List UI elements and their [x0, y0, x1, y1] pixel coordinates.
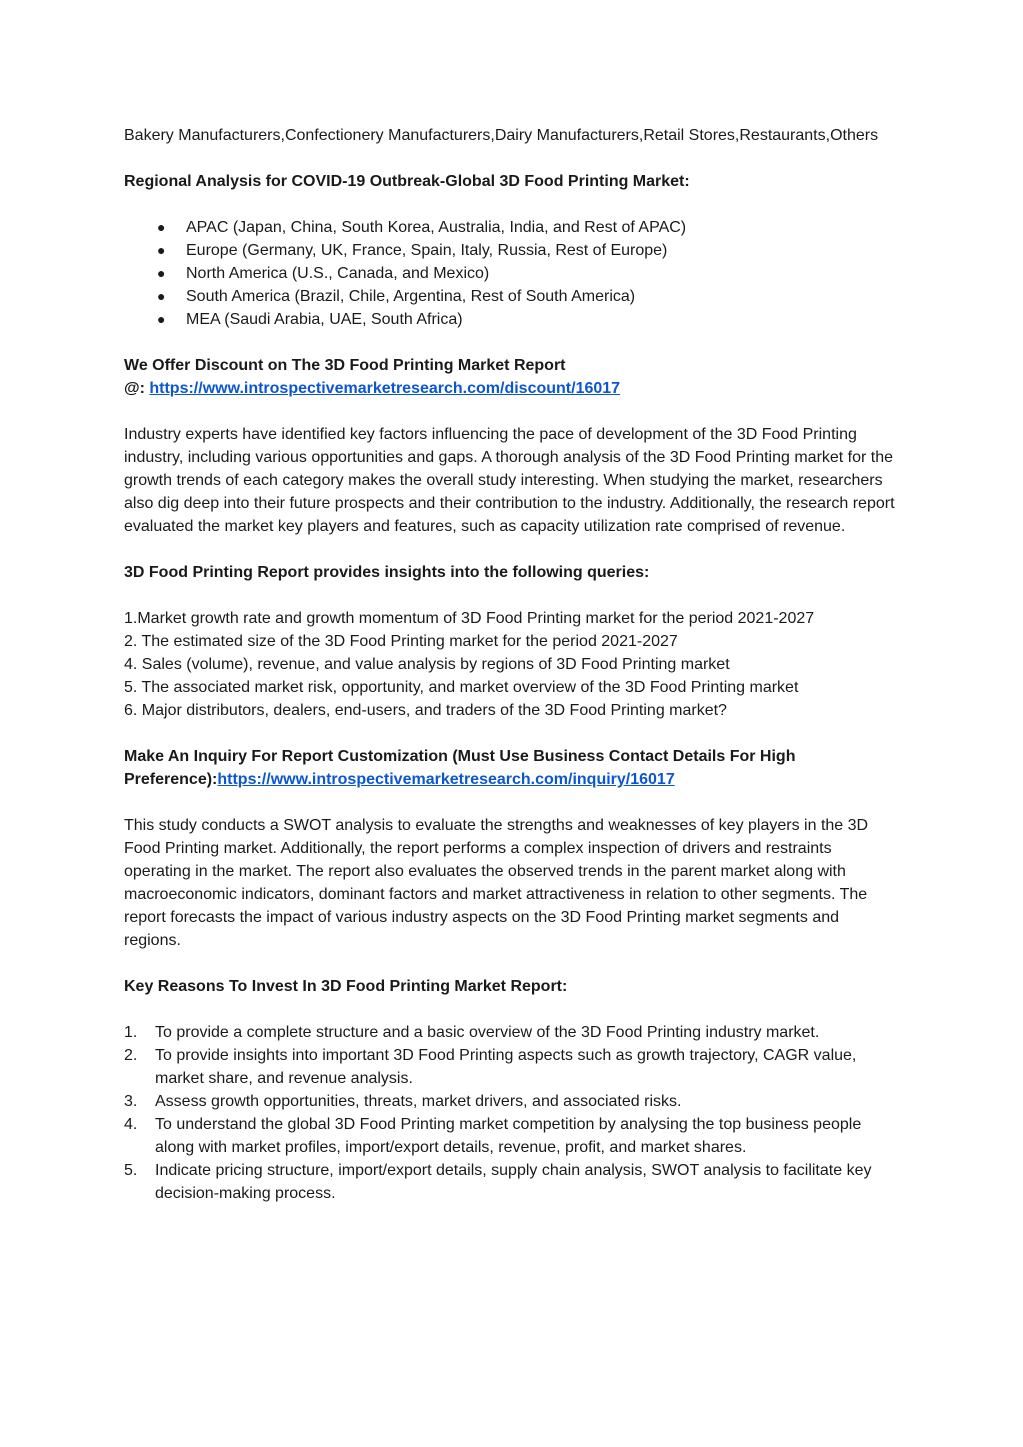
bullet-icon: ●: [157, 265, 166, 281]
list-item: [124, 262, 899, 285]
bullet-icon: ●: [157, 219, 166, 235]
list-item: [124, 285, 899, 308]
list-item: [124, 1159, 899, 1205]
query-item: 1.Market growth rate and growth momentum of 3D Food Printing market for the period 2021-2027: [124, 610, 815, 627]
list-item-text: Assess growth opportunities, threats, market drivers, and associated risks.: [155, 1093, 682, 1110]
query-item: 2. The estimated size of the 3D Food Printing market for the period 2021-2027: [124, 633, 678, 650]
regional-list: [124, 216, 899, 331]
paragraph-key-factors: Industry experts have identified key factors influencing the pace of development of the 3D Food Printing industry, including various opportunities and gaps. A thorough analysis of the 3D Food Printing market for the growth trends of each category makes the overall study interesting. When studying the market, researchers also dig deep into their future prospects and their contribution to the industry. Additionally, the research report evaluated the market key players and features, such as capacity utilization rate comprised of revenue.: [124, 426, 895, 535]
list-item: [124, 216, 899, 239]
query-item: 5. The associated market risk, opportunity, and market overview of the 3D Food Printing market: [124, 679, 799, 696]
discount-prefix: @:: [124, 380, 150, 397]
discount-link-line: [124, 377, 899, 400]
paragraph-swot: This study conducts a SWOT analysis to evaluate the strengths and weaknesses of key players in the 3D Food Printing market. Additionally, the report performs a complex inspection of drivers and restraints operating in the market. The report also evaluates the observed trends in the parent market along with macroeconomic indicators, dominant factors and market attractiveness in relation to other segments. The report forecasts the impact of various industry aspects on the 3D Food Printing market segments and regions.: [124, 817, 869, 949]
list-item-number: 2.: [124, 1047, 138, 1064]
document-page: [124, 124, 899, 1205]
list-item-number: 4.: [124, 1116, 138, 1133]
list-item-text: To provide insights into important 3D Food Printing aspects such as growth trajectory, CAGR value, market share, and revenue analysis.: [155, 1047, 857, 1087]
list-item-text: Indicate pricing structure, import/export details, supply chain analysis, SWOT analysis to facilitate key decision-making process.: [155, 1162, 872, 1202]
list-item-number: 5.: [124, 1162, 138, 1179]
list-item-text: To provide a complete structure and a basic overview of the 3D Food Printing industry market.: [155, 1024, 820, 1041]
discount-heading: We Offer Discount on The 3D Food Printing Market Report: [124, 357, 566, 374]
list-item-number: 3.: [124, 1093, 138, 1110]
regional-heading: Regional Analysis for COVID-19 Outbreak-Global 3D Food Printing Market:: [124, 173, 690, 190]
list-item: [124, 1090, 899, 1113]
query-item: 4. Sales (volume), revenue, and value analysis by regions of 3D Food Printing market: [124, 656, 730, 673]
intro-segments: Bakery Manufacturers,Confectionery Manufacturers,Dairy Manufacturers,Retail Stores,Restaurants,Others: [124, 127, 879, 144]
inquiry-link[interactable]: https://www.introspectivemarketresearch.com/inquiry/16017: [217, 771, 675, 788]
list-item-text: Europe (Germany, UK, France, Spain, Italy, Russia, Rest of Europe): [186, 242, 668, 259]
list-item: [124, 239, 899, 262]
inquiry-line: [124, 745, 899, 791]
list-item-text: South America (Brazil, Chile, Argentina, Rest of South America): [186, 288, 636, 305]
reasons-heading: Key Reasons To Invest In 3D Food Printing Market Report:: [124, 978, 568, 995]
inquiry-text: Make An Inquiry For Report Customization (Must Use Business Contact Details For High Preference):: [124, 748, 796, 788]
list-item: [124, 1044, 899, 1090]
queries-heading: 3D Food Printing Report provides insights into the following queries:: [124, 564, 650, 581]
bullet-icon: ●: [157, 288, 166, 304]
list-item-text: APAC (Japan, China, South Korea, Australia, India, and Rest of APAC): [186, 219, 687, 236]
discount-link[interactable]: https://www.introspectivemarketresearch.com/discount/16017: [149, 380, 621, 397]
list-item-text: North America (U.S., Canada, and Mexico): [186, 265, 490, 282]
list-item: [124, 308, 899, 331]
list-item: [124, 1021, 899, 1044]
list-item-text: To understand the global 3D Food Printing market competition by analysing the top business people along with market profiles, import/export details, revenue, profit, and market shares.: [155, 1116, 862, 1156]
list-item: [124, 1113, 899, 1159]
bullet-icon: ●: [157, 242, 166, 258]
reasons-list: [124, 1021, 899, 1205]
bullet-icon: ●: [157, 311, 166, 327]
list-item-number: 1.: [124, 1024, 138, 1041]
query-item: 6. Major distributors, dealers, end-users, and traders of the 3D Food Printing market?: [124, 702, 727, 719]
list-item-text: MEA (Saudi Arabia, UAE, South Africa): [186, 311, 463, 328]
